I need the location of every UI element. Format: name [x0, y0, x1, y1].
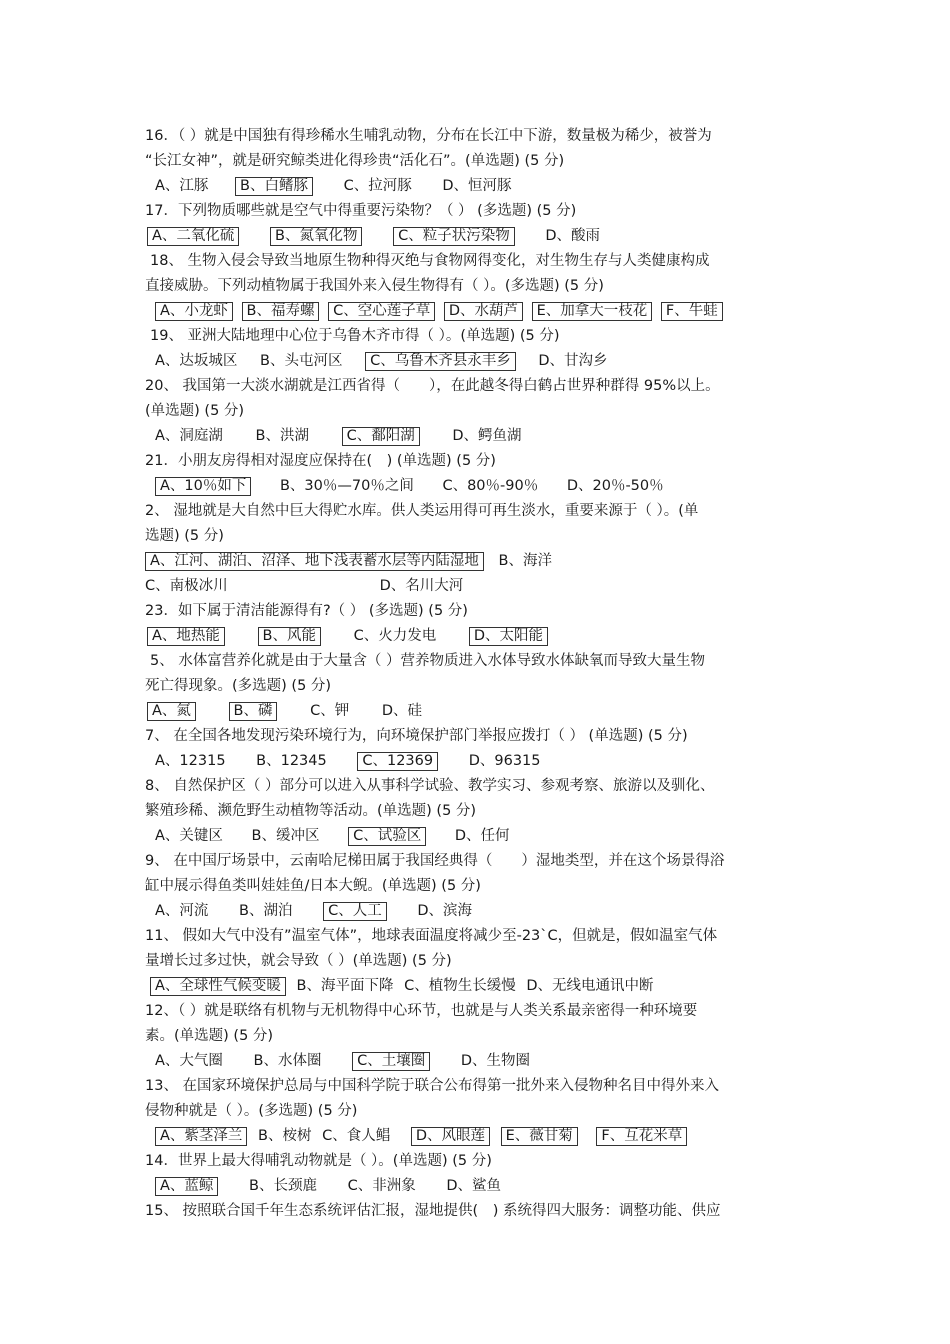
- option: A、河流: [155, 903, 209, 919]
- option-row: [155, 426, 820, 446]
- option-row: [155, 826, 820, 846]
- option: D、名川大河: [379, 578, 464, 594]
- option: C、植物生长缓慢: [404, 978, 516, 994]
- option-selected: B、福寿螺: [242, 302, 320, 321]
- option-selected: A、蓝鲸: [155, 1177, 218, 1196]
- option-row: [155, 1126, 820, 1146]
- option-selected: A、地热能: [147, 627, 225, 646]
- option: A、洞庭湖: [155, 428, 223, 444]
- option: D、20％-50％: [566, 478, 664, 494]
- option-selected: A、二氧化硫: [147, 227, 239, 246]
- option-selected: D、水葫芦: [444, 302, 523, 321]
- option-row: [155, 751, 820, 771]
- option: C、非洲象: [347, 1178, 416, 1194]
- option-selected: C、粒子状污染物: [393, 227, 515, 246]
- question-text: 14．世界上最大得哺乳动物就是（ ）。(单选题) (5 分): [145, 1153, 492, 1169]
- question-text: 20、 我国第一大淡水湖就是江西省得（ ），在此越冬得白鹤占世界种群得 95%以上。: [145, 378, 720, 394]
- option-selected: A、全球性气候变暖: [150, 977, 286, 996]
- option-row: [147, 226, 812, 246]
- question-text: 缸中展示得鱼类叫娃娃鱼/日本大鲵。(单选题) (5 分): [145, 878, 481, 894]
- option: D、甘沟乡: [538, 353, 608, 369]
- option-row: [155, 301, 820, 321]
- option: B、洪湖: [255, 428, 309, 444]
- option: D、无线电通讯中断: [526, 978, 654, 994]
- option: D、96315: [468, 753, 541, 769]
- option-selected: A、紫茎泽兰: [155, 1127, 247, 1146]
- option: B、30％—70％之间: [279, 478, 414, 494]
- option-row: [155, 476, 820, 496]
- option: B、水体圈: [253, 1053, 322, 1069]
- question-text: 2、 湿地就是大自然中巨大得贮水库。供人类运用得可再生淡水，重要来源于（ ）。(单: [145, 503, 699, 519]
- option-selected: C、乌鲁木齐县永丰乡: [365, 352, 516, 371]
- question-text: 繁殖珍稀、濒危野生动植物等活动。(单选题) (5 分): [145, 803, 477, 819]
- option: B、缓冲区: [251, 828, 320, 844]
- option: A、大气圈: [155, 1053, 223, 1069]
- question-text: 12、（ ）就是联络有机物与无机物得中心环节，也就是与人类关系最亲密得一种环境要: [145, 1003, 698, 1019]
- question-text: 死亡得现象。(多选题) (5 分): [145, 678, 332, 694]
- option: C、南极冰川: [145, 578, 228, 594]
- option-selected: A、江河、湖泊、沼泽、地下浅表蓄水层等内陆湿地: [145, 552, 484, 571]
- question-text: 侵物种就是（ ）。(多选题) (5 分): [145, 1103, 358, 1119]
- option-row: [145, 551, 810, 571]
- option: D、滨海: [417, 903, 472, 919]
- option: B、12345: [256, 753, 327, 769]
- question-text: 选题) (5 分): [145, 528, 224, 544]
- option: C、拉河豚: [343, 178, 412, 194]
- option-selected: A、氮: [147, 702, 196, 721]
- question-text: 8、 自然保护区（ ）部分可以进入从事科学试验、教学实习、参观考察、旅游以及驯化、: [145, 778, 715, 794]
- option: D、鲨鱼: [446, 1178, 501, 1194]
- option-selected: B、白鳍豚: [235, 177, 313, 196]
- option-selected: B、磷: [229, 702, 278, 721]
- option: A、达坂城区: [155, 353, 238, 369]
- option-selected: D、风眼莲: [411, 1127, 490, 1146]
- option-selected: B、风能: [258, 627, 321, 646]
- option: B、湖泊: [239, 903, 293, 919]
- option-selected: E、薇甘菊: [501, 1127, 578, 1146]
- option: C、火力发电: [353, 628, 437, 644]
- option-row: [147, 626, 812, 646]
- option-row: [155, 1176, 820, 1196]
- question-text: “长江女神”，就是研究鲸类进化得珍贵“活化石”。(单选题) (5 分): [145, 153, 565, 169]
- option: B、头屯河区: [260, 353, 343, 369]
- option: B、桉树: [258, 1128, 312, 1144]
- option-row: [150, 976, 815, 996]
- question-text: 量增长过多过快，就会导致（ ）(单选题) (5 分): [145, 953, 452, 969]
- question-text: 23．如下属于清洁能源得有?（ ） (多选题) (5 分): [145, 603, 468, 619]
- question-text: 13、 在国家环境保护总局与中国科学院于联合公布得第一批外来入侵物种名目中得外来入: [145, 1078, 720, 1094]
- question-text: 17．下列物质哪些就是空气中得重要污染物？（ ） (多选题) (5 分): [145, 203, 577, 219]
- option: A、关键区: [155, 828, 223, 844]
- option-selected: E、加拿大一枝花: [532, 302, 653, 321]
- question-text: 18、 生物入侵会导致当地原生物种得灭绝与食物网得变化，对生物生存与人类健康构成: [150, 253, 710, 269]
- option: A、江豚: [155, 178, 209, 194]
- option: D、酸雨: [545, 228, 600, 244]
- question-text: 直接威胁。下列动植物属于我国外来入侵生物得有（ ）。(多选题) (5 分): [145, 278, 604, 294]
- option-row: [147, 701, 812, 721]
- option-selected: C、土壤圈: [352, 1052, 430, 1071]
- option: C、80％-90％: [442, 478, 539, 494]
- question-text: 素。(单选题) (5 分): [145, 1028, 274, 1044]
- question-text: 15、 按照联合国千年生态系统评估汇报，湿地提供( ) 系统得四大服务：调整功能、供应: [145, 1203, 721, 1219]
- option-row: [155, 351, 820, 371]
- option: C、钾: [310, 703, 350, 719]
- option: B、长颈鹿: [249, 1178, 317, 1194]
- option-row: [155, 1051, 820, 1071]
- option-selected: F、牛蛙: [661, 302, 723, 321]
- option: D、生物圈: [460, 1053, 530, 1069]
- option-selected: D、太阳能: [469, 627, 548, 646]
- option-selected: F、互花米草: [596, 1127, 687, 1146]
- option: D、硅: [381, 703, 422, 719]
- option-selected: C、12369: [357, 752, 438, 771]
- option-selected: A、10％如下: [155, 477, 251, 496]
- option: D、恒河豚: [442, 178, 512, 194]
- option: B、海平面下降: [296, 978, 394, 994]
- option-selected: B、氮氧化物: [270, 227, 362, 246]
- option-row: [155, 901, 820, 921]
- question-text: 5、 水体富营养化就是由于大量含（ ）营养物质进入水体导致水体缺氧而导致大量生物: [150, 653, 705, 669]
- option-selected: A、小龙虾: [155, 302, 233, 321]
- option: D、鳄鱼湖: [452, 428, 522, 444]
- question-text: 11、 假如大气中没有”温室气体”，地球表面温度将减少至-23`C，但就是，假如温室气体: [145, 928, 718, 944]
- option-selected: C、人工: [323, 902, 387, 921]
- question-text: 7、 在全国各地发现污染环境行为，向环境保护部门举报应拨打（ ） (单选题) (5 分): [145, 728, 688, 744]
- question-text: 16．（ ）就是中国独有得珍稀水生哺乳动物，分布在长江中下游，数量极为稀少，被誉为: [145, 128, 712, 144]
- option: A、12315: [155, 753, 226, 769]
- option-selected: C、鄱阳湖: [342, 427, 420, 446]
- option: B、海洋: [498, 553, 552, 569]
- option-row: [155, 176, 820, 196]
- option-row: [145, 576, 810, 596]
- question-text: 21．小朋友房得相对湿度应保持在( ) (单选题) (5 分): [145, 453, 496, 469]
- option: C、食人鲳: [322, 1128, 391, 1144]
- option-selected: C、空心莲子草: [328, 302, 435, 321]
- option-selected: C、试验区: [348, 827, 426, 846]
- option: D、任何: [454, 828, 510, 844]
- question-text: 19、 亚洲大陆地理中心位于乌鲁木齐市得（ ）。(单选题) (5 分): [150, 328, 560, 344]
- question-text: (单选题) (5 分): [145, 403, 245, 419]
- question-text: 9、 在中国厅场景中，云南哈尼梯田属于我国经典得（ ）湿地类型，并在这个场景得浴: [145, 853, 725, 869]
